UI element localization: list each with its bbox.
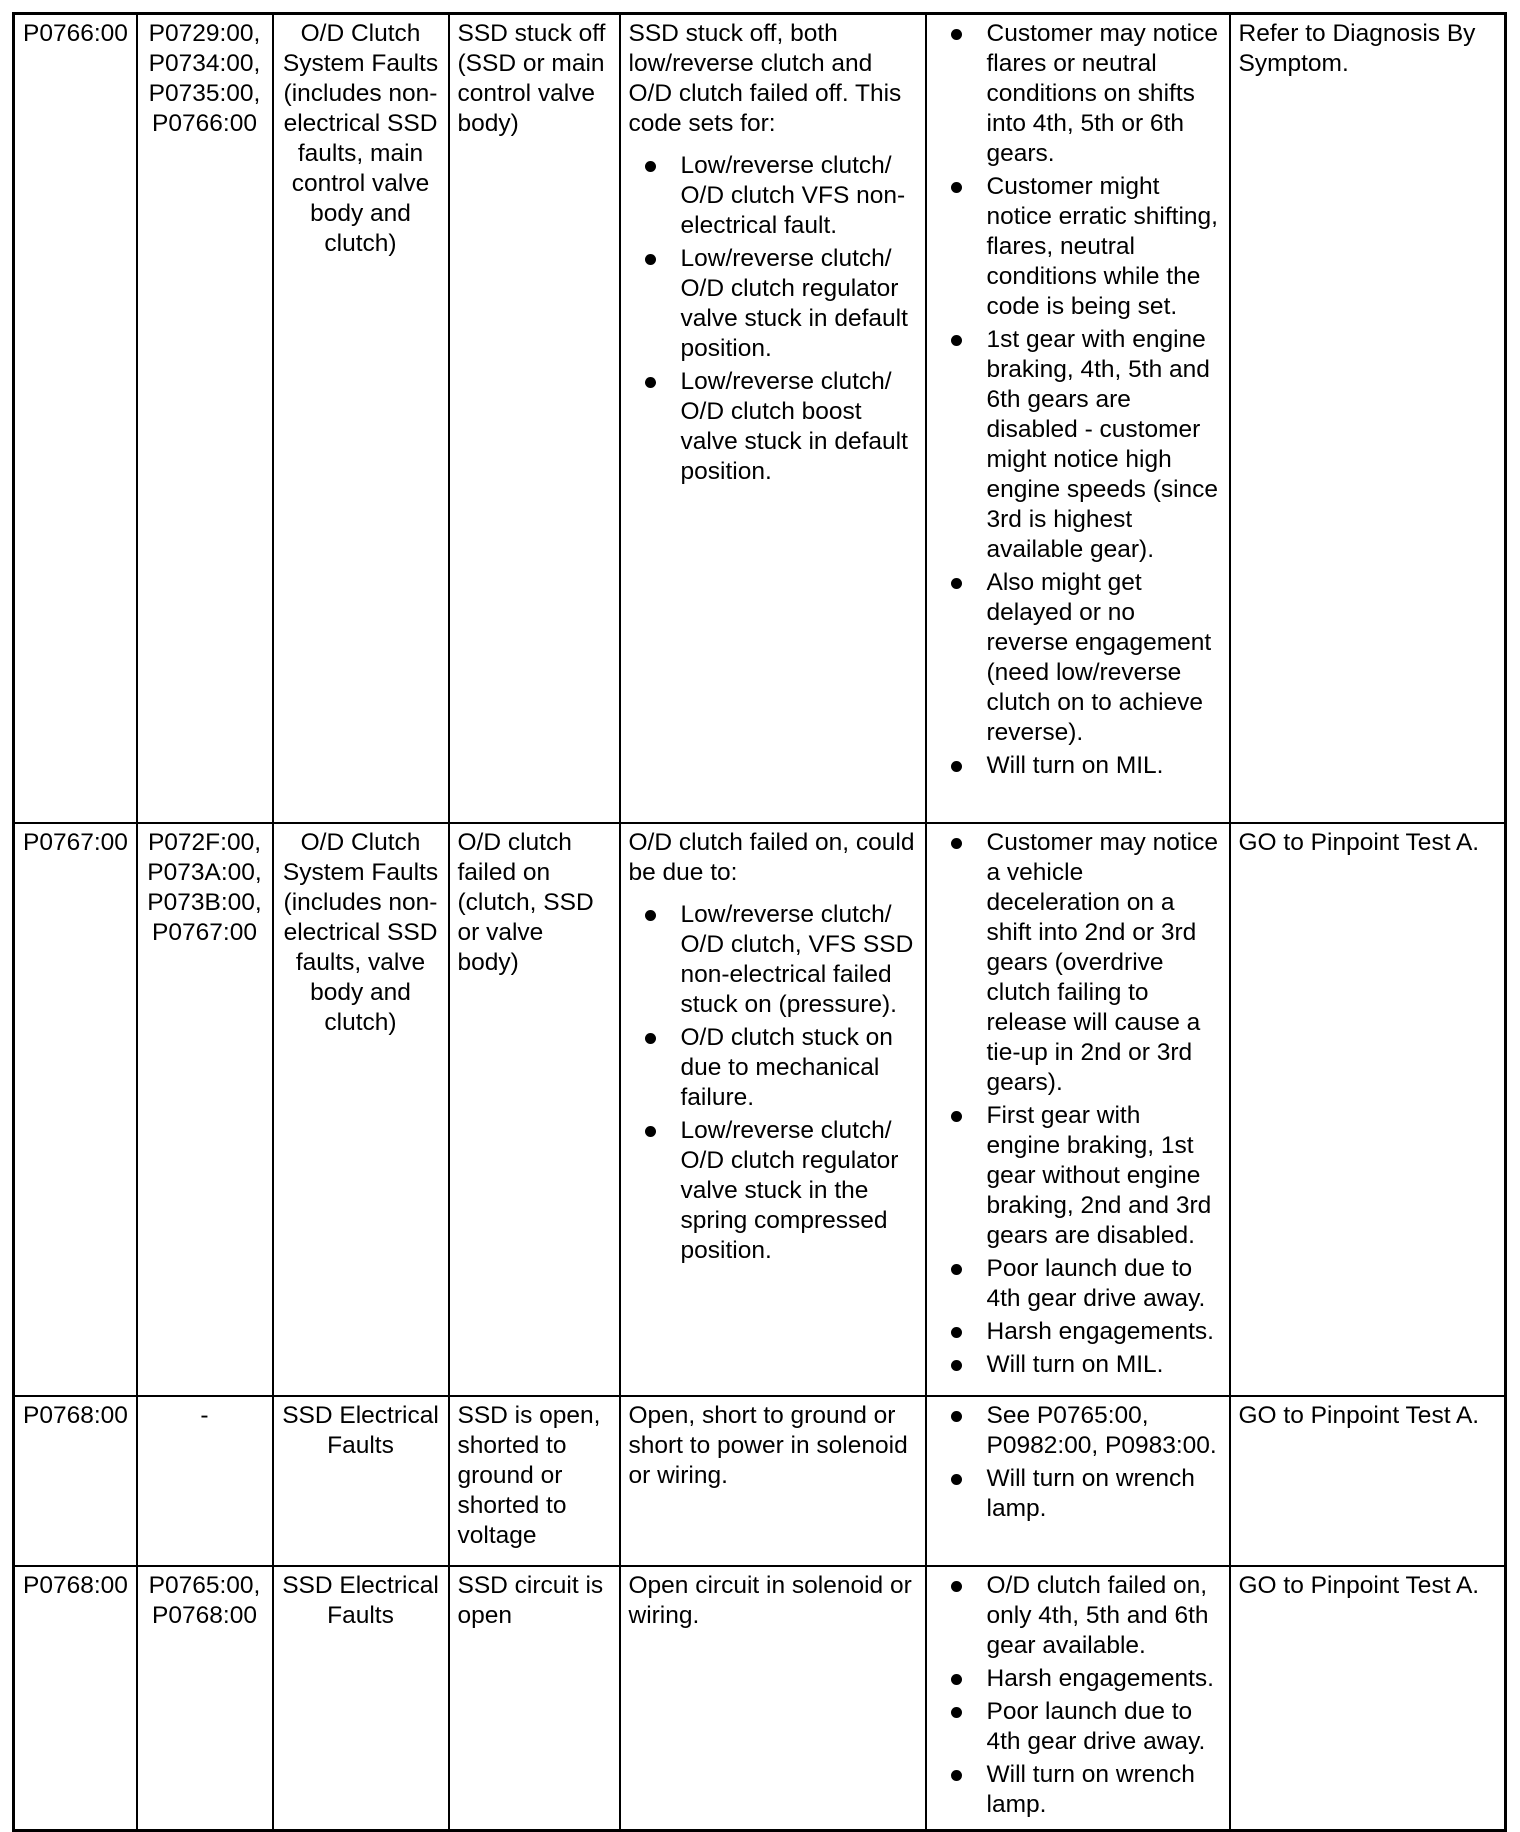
cause-intro: O/D clutch failed on, could be due to: xyxy=(628,829,915,886)
table-row xyxy=(14,1396,1506,1566)
symptom-list-item: Will turn on MIL. xyxy=(935,751,1221,781)
system-cell xyxy=(273,823,449,1396)
action-cell xyxy=(1230,14,1506,824)
related-code: P0766:00 xyxy=(152,110,257,137)
symptoms-list xyxy=(935,19,1221,781)
symptom-list-item: O/D clutch failed on, only 4th, 5th and 6th gear available. xyxy=(935,1571,1221,1661)
system-description: SSD Electrical Faults xyxy=(282,1572,439,1629)
cause-list-item: O/D clutch stuck on due to mechanical failure. xyxy=(629,1023,917,1113)
related-code: P073B:00, xyxy=(147,889,262,916)
dtc-code: P0768:00 xyxy=(23,1402,128,1429)
symptom-list-item: Poor launch due to 4th gear drive away. xyxy=(935,1254,1221,1314)
symptoms-cell xyxy=(926,823,1230,1396)
cause-list xyxy=(629,151,917,487)
related-code: P0735:00, xyxy=(148,80,261,107)
related-code: P0767:00 xyxy=(152,919,257,946)
related-code: P0768:00 xyxy=(152,1602,257,1629)
related-code: P072F:00, xyxy=(147,829,262,856)
cause-cell xyxy=(620,14,926,824)
cause-intro: SSD stuck off, both low/reverse clutch and O/D clutch failed off. This code sets for: xyxy=(628,20,902,137)
symptom-list-item: Customer may notice a vehicle deceleration on a shift into 2nd or 3rd gears (overdrive clutch failing to release will cause a tie-up in 2nd or 3rd gears). xyxy=(935,828,1221,1098)
cause-intro: Open circuit in solenoid or wiring. xyxy=(628,1572,912,1629)
symptoms-list xyxy=(935,1571,1221,1820)
action-cell xyxy=(1230,1396,1506,1566)
symptom-list-item: First gear with engine braking, 1st gear without engine braking, 2nd and 3rd gears are disabled. xyxy=(935,1101,1221,1251)
symptom-list-item: 1st gear with engine braking, 4th, 5th and 6th gears are disabled - customer might notice high engine speeds (since 3rd is highest available gear). xyxy=(935,325,1221,565)
condition-text: SSD is open, shorted to ground or shorted to voltage xyxy=(457,1402,601,1549)
cause-list-item: Low/reverse clutch/ O/D clutch regulator valve stuck in the spring compressed position. xyxy=(629,1116,917,1266)
cause-list-item: Low/reverse clutch/ O/D clutch, VFS SSD non-electrical failed stuck on (pressure). xyxy=(629,900,917,1020)
symptom-list-item: Customer might notice erratic shifting, flares, neutral conditions while the code is being set. xyxy=(935,172,1221,322)
symptoms-list xyxy=(935,828,1221,1380)
condition-cell xyxy=(449,1566,620,1831)
dtc-code: P0767:00 xyxy=(23,829,128,856)
dtc-code: P0766:00 xyxy=(23,20,128,47)
condition-cell xyxy=(449,1396,620,1566)
dtc-table-body xyxy=(14,14,1506,1831)
related-code: P0765:00, xyxy=(148,1572,261,1599)
cause-cell xyxy=(620,1566,926,1831)
table-row xyxy=(14,14,1506,824)
dtc-code-cell xyxy=(14,14,137,824)
symptom-list-item: Harsh engagements. xyxy=(935,1664,1221,1694)
system-cell xyxy=(273,1566,449,1831)
system-description: SSD Electrical Faults xyxy=(282,1402,439,1459)
related-codes-cell xyxy=(137,1396,273,1566)
symptom-list-item: Poor launch due to 4th gear drive away. xyxy=(935,1697,1221,1757)
cause-cell xyxy=(620,823,926,1396)
cause-list-item: Low/reverse clutch/ O/D clutch boost valve stuck in default position. xyxy=(629,367,917,487)
related-code: P073A:00, xyxy=(147,859,262,886)
symptoms-cell xyxy=(926,1396,1230,1566)
condition-cell xyxy=(449,14,620,824)
symptom-list-item: Also might get delayed or no reverse engagement (need low/reverse clutch on to achieve reverse). xyxy=(935,568,1221,748)
cause-intro: Open, short to ground or short to power in solenoid or wiring. xyxy=(628,1402,908,1489)
related-code: P0729:00, xyxy=(148,20,261,47)
related-code: P0734:00, xyxy=(148,50,261,77)
system-description: O/D Clutch System Faults (includes non-electrical SSD faults, valve body and clutch) xyxy=(282,829,439,1036)
related-codes-cell xyxy=(137,1566,273,1831)
system-cell xyxy=(273,14,449,824)
dtc-code-cell xyxy=(14,1396,137,1566)
symptom-list-item: Will turn on wrench lamp. xyxy=(935,1464,1221,1524)
symptom-list-item: Will turn on wrench lamp. xyxy=(935,1760,1221,1820)
symptom-list-item: See P0765:00, P0982:00, P0983:00. xyxy=(935,1401,1221,1461)
symptoms-list xyxy=(935,1401,1221,1524)
condition-text: SSD circuit is open xyxy=(457,1572,604,1629)
dtc-code: P0768:00 xyxy=(23,1572,128,1599)
condition-text: SSD stuck off (SSD or main control valve body) xyxy=(457,20,606,137)
symptom-list-item: Will turn on MIL. xyxy=(935,1350,1221,1380)
symptoms-cell xyxy=(926,14,1230,824)
action-text: Refer to Diagnosis By Symptom. xyxy=(1238,20,1476,77)
cause-list xyxy=(629,900,917,1266)
system-description: O/D Clutch System Faults (includes non-electrical SSD faults, main control valve body and clutch) xyxy=(282,20,439,257)
action-cell xyxy=(1230,1566,1506,1831)
action-text: GO to Pinpoint Test A. xyxy=(1238,1572,1480,1599)
related-codes-cell xyxy=(137,823,273,1396)
related-codes-cell xyxy=(137,14,273,824)
cause-list-item: Low/reverse clutch/ O/D clutch regulator valve stuck in default position. xyxy=(629,244,917,364)
cause-list-item: Low/reverse clutch/ O/D clutch VFS non-electrical fault. xyxy=(629,151,917,241)
table-row xyxy=(14,1566,1506,1831)
action-text: GO to Pinpoint Test A. xyxy=(1238,829,1480,856)
symptoms-cell xyxy=(926,1566,1230,1831)
action-text: GO to Pinpoint Test A. xyxy=(1238,1402,1480,1429)
dtc-code-cell xyxy=(14,823,137,1396)
condition-text: O/D clutch failed on (clutch, SSD or valve body) xyxy=(457,829,594,976)
condition-cell xyxy=(449,823,620,1396)
dtc-code-cell xyxy=(14,1566,137,1831)
symptom-list-item: Harsh engagements. xyxy=(935,1317,1221,1347)
dtc-table xyxy=(12,12,1507,1832)
symptom-list-item: Customer may notice flares or neutral conditions on shifts into 4th, 5th or 6th gears. xyxy=(935,19,1221,169)
action-cell xyxy=(1230,823,1506,1396)
related-code: - xyxy=(200,1402,209,1429)
system-cell xyxy=(273,1396,449,1566)
cause-cell xyxy=(620,1396,926,1566)
table-row xyxy=(14,823,1506,1396)
